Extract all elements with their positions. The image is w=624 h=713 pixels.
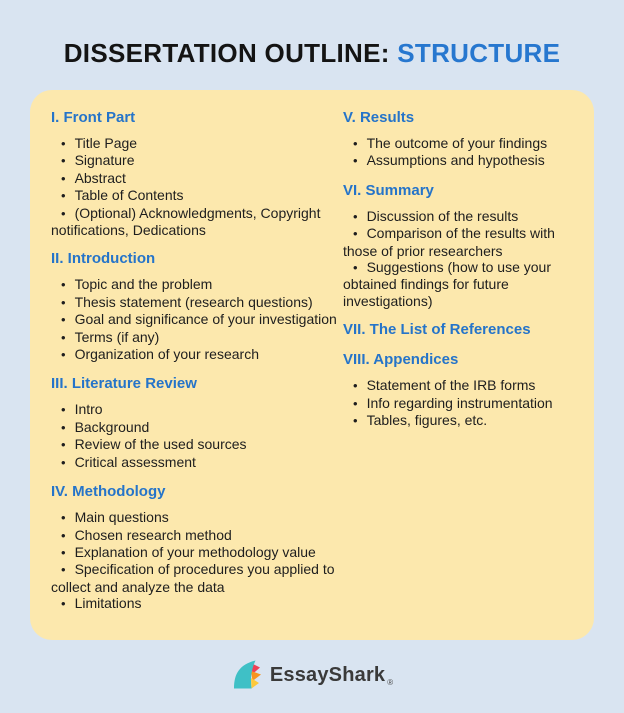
list-item <box>51 135 339 152</box>
brand-text: EssayShark <box>269 663 386 686</box>
section-heading: VI. Summary <box>343 181 434 199</box>
list-item-text: (Optional) Acknowledgments, Copyright notifications, Dedications <box>51 204 321 239</box>
list-item <box>51 152 339 169</box>
list-item-text: Goal and significance of your investigation <box>74 311 337 328</box>
list-item <box>51 509 339 526</box>
section-heading: V. Results <box>343 109 415 126</box>
title-prefix: DISSERTATION OUTLINE: <box>63 38 390 68</box>
list-item-text: Comparison of the results with those of prior researchers <box>343 225 555 259</box>
list-item-text: Background <box>74 418 150 435</box>
list-item-text: Statement of the IRB forms <box>366 377 536 394</box>
list-item <box>51 419 339 436</box>
title-accent: STRUCTURE <box>397 38 561 68</box>
list-item <box>51 205 339 239</box>
list-item-text: Specification of procedures you applied to collect and analyze the data <box>51 561 335 595</box>
list-item <box>51 436 339 453</box>
list-item-text: Table of Contents <box>74 187 184 204</box>
bullet-icon: • <box>61 170 66 186</box>
bullet-icon: • <box>353 153 358 169</box>
bullet-icon: • <box>61 312 66 328</box>
list-item-text: Topic and the problem <box>74 276 213 293</box>
list-item <box>343 152 578 169</box>
bullet-icon: • <box>61 419 66 435</box>
list-item <box>343 412 578 429</box>
left-column <box>51 109 339 630</box>
list-item-text: Info regarding instrumentation <box>366 394 553 411</box>
bullet-icon: • <box>61 329 66 345</box>
bullet-icon: • <box>61 510 66 526</box>
bullet-icon: • <box>61 402 66 418</box>
bullet-icon: • <box>61 562 66 578</box>
list-item <box>51 187 339 204</box>
list-item-text: Organization of your research <box>74 346 259 363</box>
bullet-icon: • <box>353 395 358 411</box>
header <box>0 0 624 69</box>
list-item <box>51 294 339 311</box>
outline-section <box>51 483 339 612</box>
list-item-text: Abstract <box>74 169 126 186</box>
bullet-icon: • <box>353 413 358 429</box>
registered-mark: ® <box>387 678 394 687</box>
list-item-text: Explanation of your methodology value <box>74 543 316 560</box>
list-item <box>343 259 578 309</box>
list-item-text: Tables, figures, etc. <box>366 412 488 429</box>
bullet-icon: • <box>353 378 358 394</box>
outline-section <box>51 109 339 238</box>
list-item <box>51 544 339 561</box>
list-item <box>51 170 339 187</box>
list-item-text: Review of the used sources <box>74 436 247 453</box>
list-item <box>343 208 578 225</box>
bullet-icon: • <box>353 208 358 224</box>
bullet-icon: • <box>61 347 66 363</box>
list-item <box>51 311 339 328</box>
bullet-icon: • <box>61 544 66 560</box>
bullet-icon: • <box>61 277 66 293</box>
list-item <box>51 527 339 544</box>
list-item <box>51 454 339 471</box>
list-item <box>343 135 578 152</box>
list-item-text: Limitations <box>74 595 142 612</box>
bullet-icon: • <box>61 527 66 543</box>
page-title <box>0 38 624 69</box>
list-item <box>51 329 339 346</box>
bullet-icon: • <box>61 596 66 612</box>
list-item-text: Critical assessment <box>74 453 196 470</box>
bullet-icon: • <box>61 188 66 204</box>
bullet-icon: • <box>353 136 358 151</box>
list-item <box>51 346 339 363</box>
list-item-text: Discussion of the results <box>366 207 519 224</box>
list-item-text: Intro <box>74 401 103 418</box>
brand-logo <box>0 659 624 691</box>
bullet-icon: • <box>61 437 66 453</box>
bullet-icon: • <box>61 153 66 169</box>
bullet-icon: • <box>61 454 66 470</box>
list-item-text: The outcome of your findings <box>366 135 548 151</box>
outline-section <box>343 351 578 429</box>
section-heading: II. Introduction <box>51 250 156 268</box>
outline-section <box>343 109 578 170</box>
list-item-text: Assumptions and hypothesis <box>366 152 545 169</box>
list-item-text: Chosen research method <box>74 526 232 543</box>
outline-section <box>343 321 578 339</box>
list-item-text: Title Page <box>74 135 138 151</box>
section-heading: III. Literature Review <box>51 375 197 393</box>
list-item-text: Signature <box>74 152 135 169</box>
right-column <box>343 109 578 630</box>
outline-section <box>51 375 339 471</box>
list-item <box>343 377 578 394</box>
outline-section <box>343 182 578 309</box>
bullet-icon: • <box>61 205 66 221</box>
outline-section <box>51 250 339 363</box>
outline-panel <box>30 90 594 640</box>
list-item-text: Thesis statement (research questions) <box>74 293 313 310</box>
list-item <box>51 401 339 418</box>
list-item-text: Main questions <box>74 509 169 526</box>
section-heading: VIII. Appendices <box>343 351 459 369</box>
list-item <box>51 561 339 595</box>
essayshark-fin-icon <box>231 659 261 691</box>
bullet-icon: • <box>61 294 66 310</box>
list-item-text: Terms (if any) <box>74 328 160 345</box>
bullet-icon: • <box>61 136 66 151</box>
section-heading: IV. Methodology <box>51 483 166 501</box>
bullet-icon: • <box>353 226 358 242</box>
section-heading: I. Front Part <box>51 109 136 126</box>
list-item <box>343 395 578 412</box>
list-item <box>51 276 339 293</box>
list-item <box>343 225 578 259</box>
list-item-text: Suggestions (how to use your obtained findings for future investigations) <box>343 259 552 309</box>
section-heading: VII. The List of References <box>343 321 531 339</box>
bullet-icon: • <box>353 260 358 276</box>
list-item <box>51 595 339 612</box>
